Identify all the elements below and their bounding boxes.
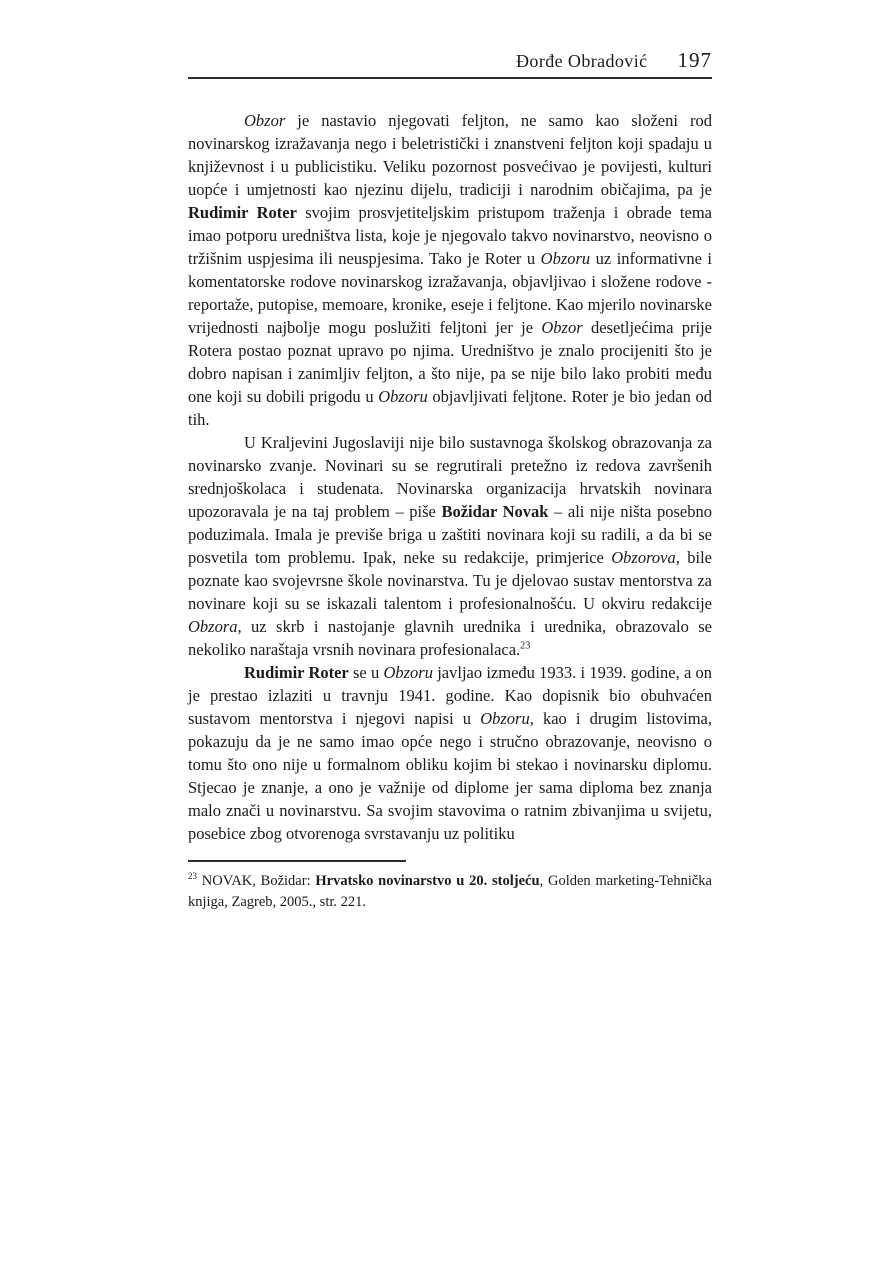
page-header bbox=[188, 0, 712, 79]
paragraph-3: Rudimir Roter se u Obzoru javljao između 1933. i 1939. godine, a on je prestao izlaziti u travnju 1941. godine. Kao dopisnik bio obuhvaćen sustavom mentorstva i njegovi napisi u Obzoru, kao i drugim listovima, pokazuju da je ne samo imao opće nego i stručno obrazovanje, neovisno o tomu što ono nije u formalnom obliku kojim bi stekao i novinarsku diplomu. Stjecao je znanje, a ono je važnije od diplome jer sama diploma bez znanja malo znači u novinarstvu. Sa svojim stavovima o ratnim zbivanjima u svijetu, posebice zbog otvorenoga svrstavanju uz politiku bbox=[188, 663, 712, 843]
footnote-section bbox=[188, 860, 712, 912]
footnote-separator-rule bbox=[188, 860, 406, 862]
running-head-author: Đorđe Obradović bbox=[516, 51, 648, 71]
paragraph-1: Obzor je nastavio njegovati feljton, ne samo kao složeni rod novinarskog izražavanja nego i beletristički i znanstveni feljton koji spadaju u književnost i u publicistiku. Veliku pozornost posvećivao je povijesti, kulturi uopće i umjetnosti kao njezinu dijelu, tradiciji i narodnim običajima, pa je Rudimir Roter svojim prosvjetiteljskim pristupom traženja i obrade tema imao potporu uredništva lista, koje je njegovalo takvo novinarstvo, neovisno o tržišnim uspjesima ili neuspjesima. Tako je Roter u Obzoru uz informativne i komentatorske rodove novinarskog izražavanja, objavljivao i složene rodove - reportaže, putopise, memoare, kronike, eseje i feljtone. Kao mjerilo novinarske vrijednosti najbolje mogu poslužiti feljtoni jer je Obzor desetljećima prije Rotera postao poznat upravo po njima. Uredništvo je znalo procijeniti što je dobro napisan i zanimljiv feljton, a što nije, pa se nije bilo lako probiti među one koji su dobili prigodu u Obzoru objavljivati feljtone. Roter je bio jedan od tih. bbox=[188, 111, 713, 429]
paragraph-2: U Kraljevini Jugoslaviji nije bilo sustavnoga školskog obrazovanja za novinarsko zvanje. Novinari su se regrutirali pretežno iz redova završenih srednjoškolaca i studenata. Novinarska organizacija hrvatskih novinara upozoravala je na taj problem – piše Božidar Novak – ali nije ništa posebno poduzimala. Imala je previše briga u zaštiti novinara koji su radili, a da bi se posvetila tom problemu. Ipak, neke su redakcije, primjerice Obzorova, bile poznate kao svojevrsne škole novinarstva. Tu je djelovao sustav mentorstva za novinare koji su se iskazali talentom i profesionalnošću. U okviru redakcije Obzora, uz skrb i nastojanje glavnih urednika i urednika, obrazovalo se nekoliko naraštaja vrsnih novinara profesionalaca.$^{23}$ bbox=[188, 433, 712, 659]
page-number: 197 bbox=[677, 48, 712, 72]
text-block bbox=[188, 0, 712, 912]
footnote-23: $^{23}$ NOVAK, Božidar: Hrvatsko novinarstvo u 20. stoljeću, Golden marketing-Tehnička knjiga, Zagreb, 2005., str. 221. bbox=[188, 871, 712, 910]
article-body bbox=[188, 109, 712, 845]
